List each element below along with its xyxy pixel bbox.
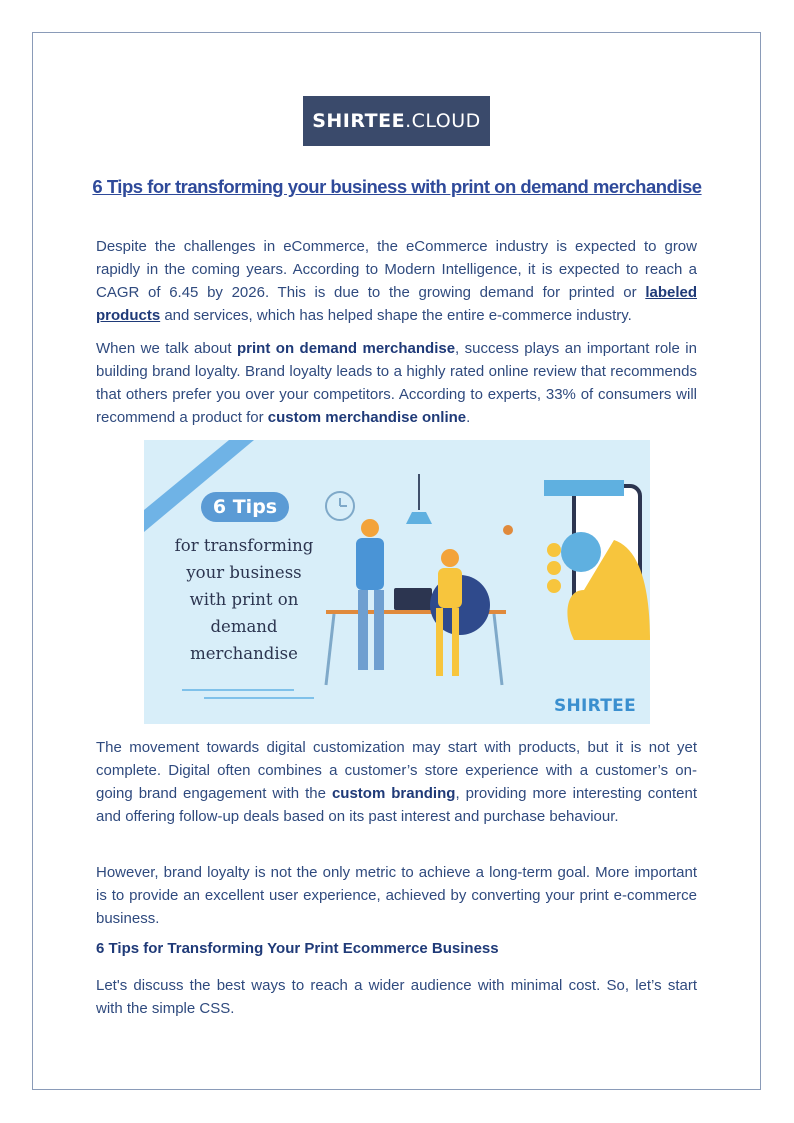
p3-text-c: , providing more interesting content and offering follow-up deals based on its past interest and purchase behaviour. (96, 785, 698, 825)
laptop-icon (394, 588, 432, 610)
p1-text-before: Despite the challenges in eCommerce, the eCommerce industry is expected to grow rapidly in the coming years. According to Modern Intelligence, it is expected to reach a CAGR of 6.45 by 2026. This is due to the growing demand for printed or (96, 238, 697, 301)
labeled-products-link[interactable]: labeled products (96, 284, 697, 324)
shirtee-brand-mark: SHIRTEE (553, 696, 636, 716)
logo-light-text: .CLOUD (405, 110, 481, 132)
p2-text-d: . (466, 409, 471, 426)
section-subheading: 6 Tips for Transforming Your Print Ecommerce Business (96, 940, 499, 957)
paragraph-intro (96, 235, 697, 327)
pendant-lamp-icon (406, 512, 432, 524)
paragraph-digital-customization (96, 736, 697, 828)
six-tips-badge: 6 Tips (201, 492, 289, 522)
logo-bold-text: SHIRTEE (312, 110, 406, 132)
seated-woman-figure (438, 568, 462, 608)
p3-text-a: The movement towards digital customization may start with products, but it is not yet complete. Digital often combines a customer’s store experience with a customer’s on-going brand engagement with the (96, 739, 697, 802)
paragraph-user-experience: However, brand loyalty is not the only metric to achieve a long-term goal. More important is to provide an excellent user experience, achieved by converting your print e-commerce business. (96, 864, 697, 927)
banner-caption-line: with print on (189, 590, 299, 609)
banner-caption-line: your business (186, 563, 302, 582)
banner-caption (170, 532, 318, 667)
p2-text-a: When we talk about (96, 340, 238, 357)
shopping-basket-icon (561, 532, 601, 572)
standing-man-figure (356, 538, 384, 590)
article-title[interactable]: 6 Tips for transforming your business with print on demand merchandise (92, 176, 702, 197)
p1-text-after: and services, which has helped shape the entire e-commerce industry. (160, 307, 632, 324)
custom-merchandise-online-bold: custom merchandise online (267, 409, 467, 426)
p2-text-c: , success plays an important role in building brand loyalty. Brand loyalty leads to a highly rated online review that recommends that others prefer you over your competitors. According to experts, 33% of consumers will recommend a product for (96, 340, 697, 426)
six-tips-banner-image (144, 440, 650, 724)
banner-caption-line: demand (210, 617, 278, 636)
print-on-demand-merchandise-bold: print on demand merchandise (237, 340, 456, 357)
banner-caption-line: merchandise (190, 644, 298, 663)
store-awning-icon (544, 480, 624, 496)
banner-caption-line: for transforming (174, 536, 314, 555)
custom-branding-bold: custom branding (331, 785, 456, 802)
paragraph-brand-loyalty (96, 337, 697, 429)
shirtee-cloud-logo[interactable] (303, 96, 490, 146)
paragraph-wider-audience: Let's discuss the best ways to reach a wider audience with minimal cost. So, let’s start with the simple CSS. (96, 977, 697, 1017)
